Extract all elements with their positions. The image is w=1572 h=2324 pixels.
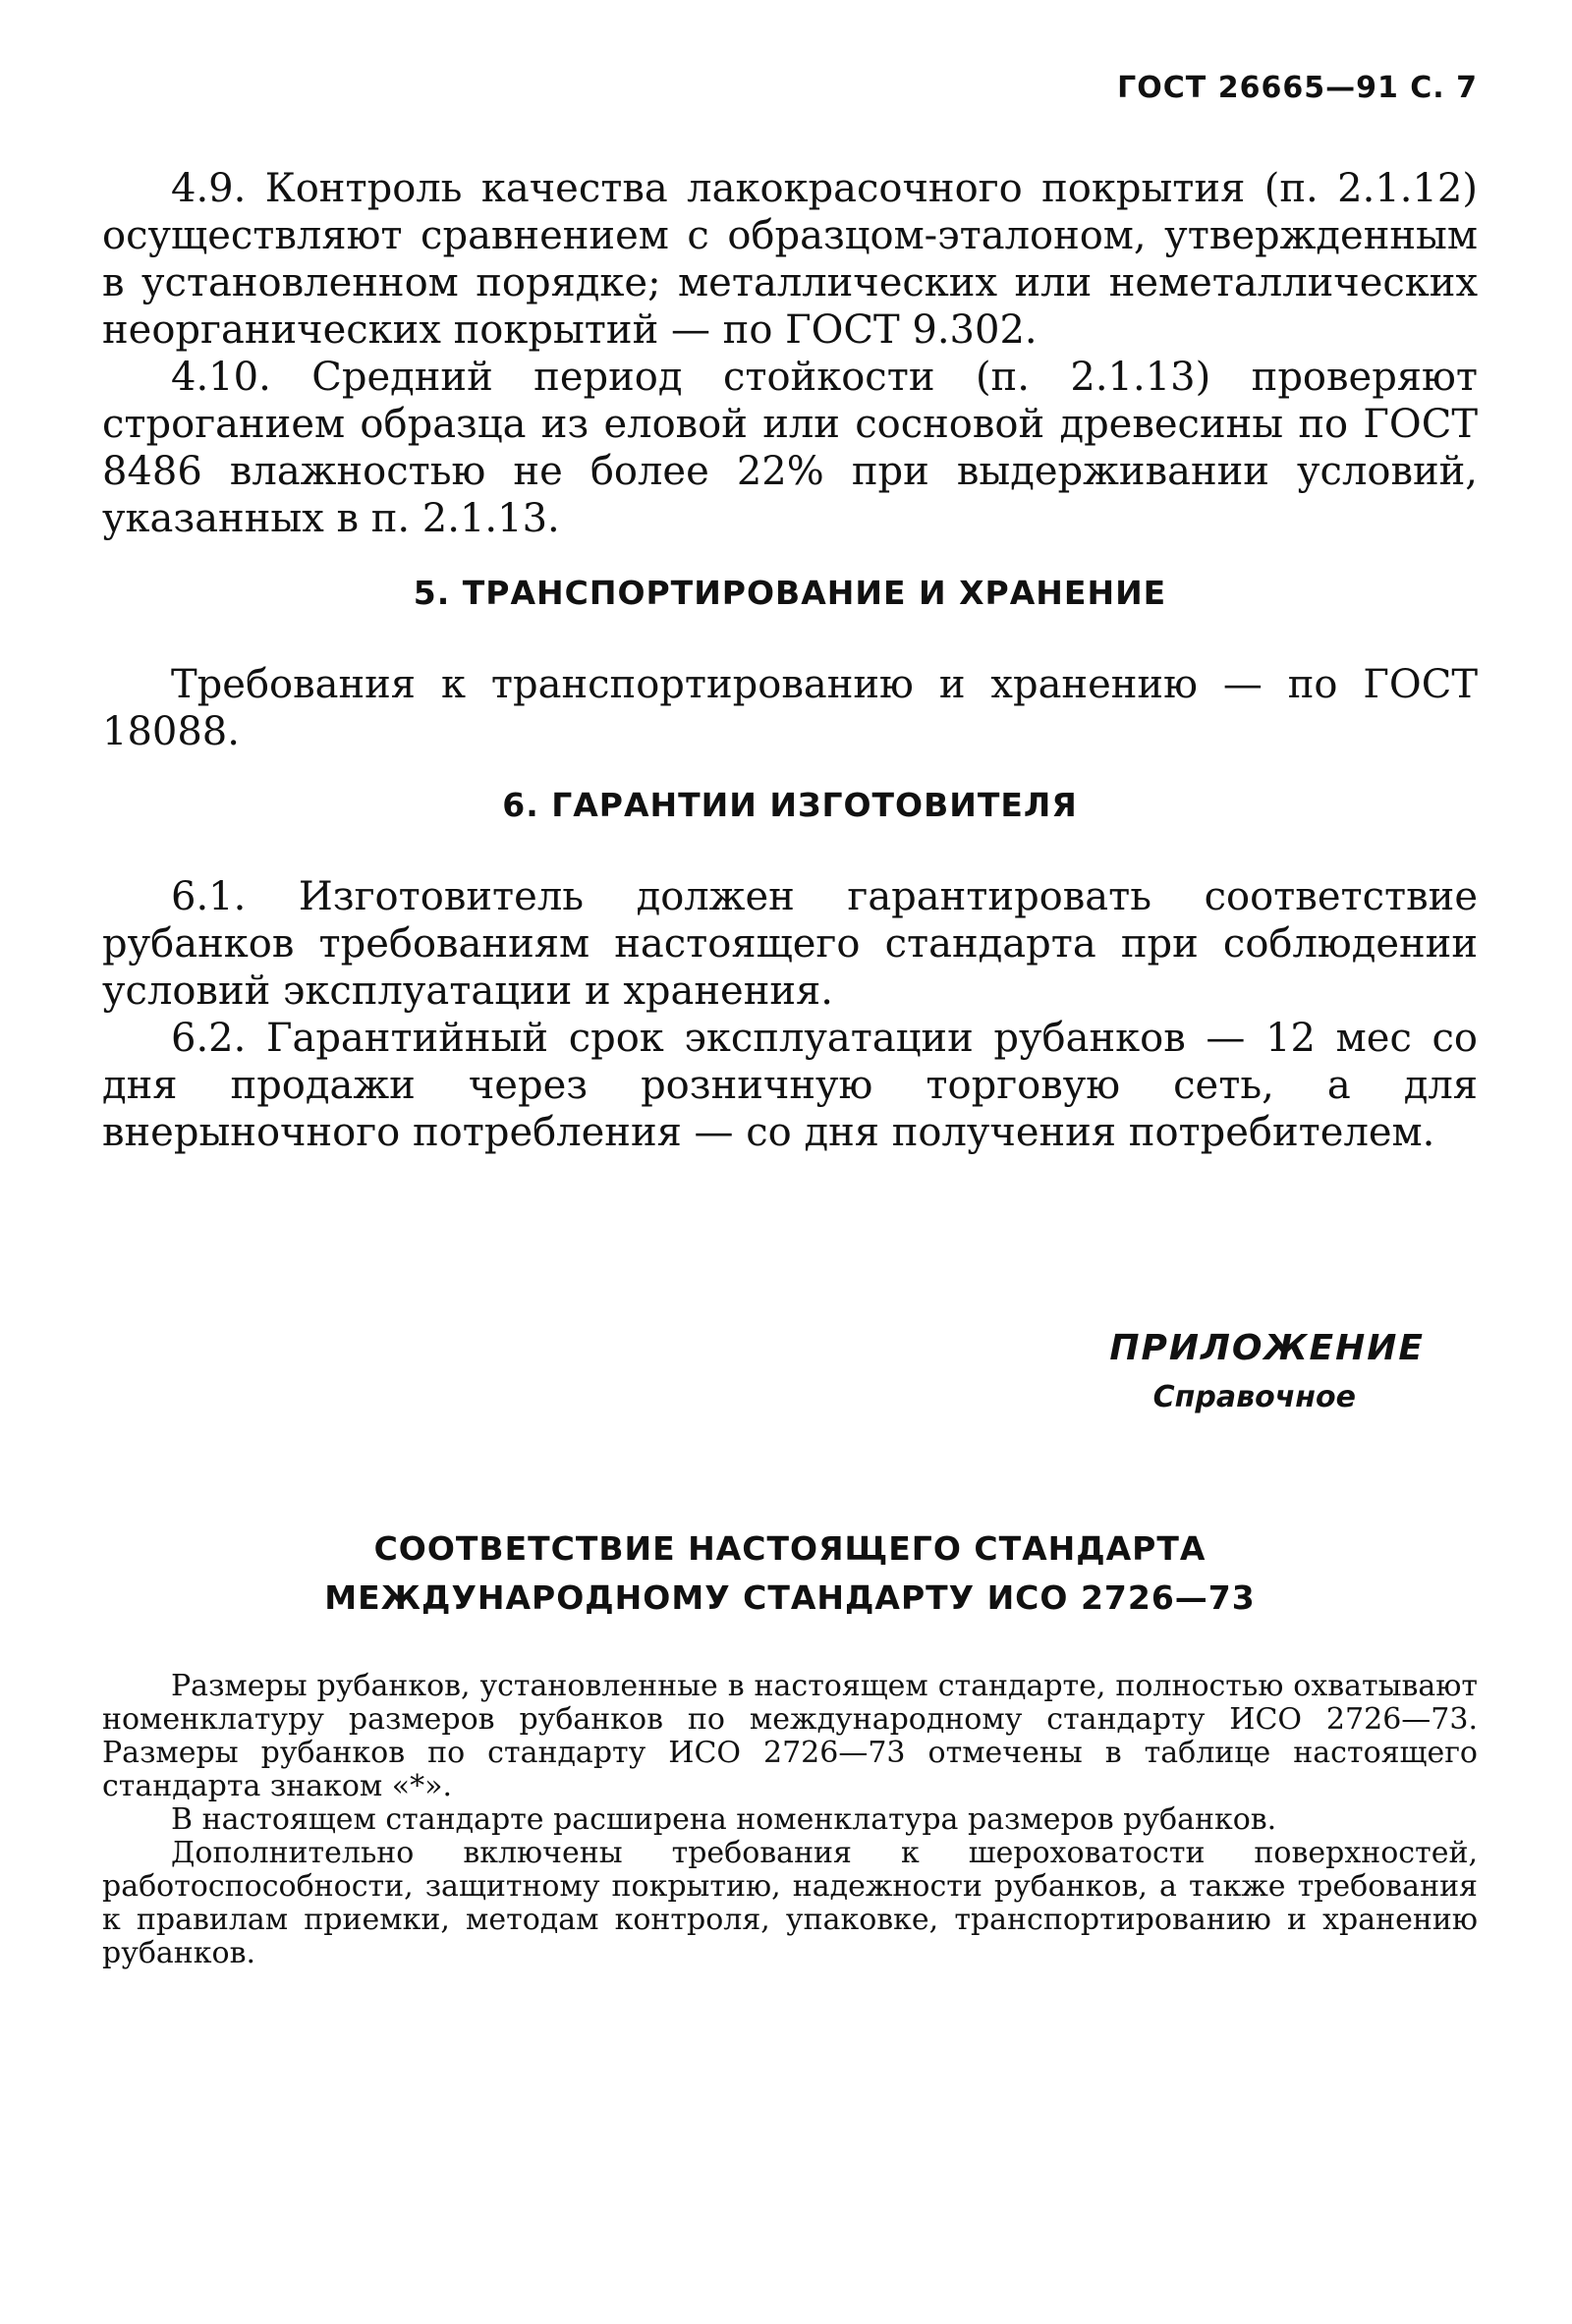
section-5-title: 5. ТРАНСПОРТИРОВАНИЕ И ХРАНЕНИЕ <box>413 574 1167 612</box>
paragraph-6-1: 6.1. Изготовитель должен гарантировать соответствие рубанков требованиям настоящего стандарта при соблюдении условий эксплуатации и хранения. <box>102 874 1478 1014</box>
appendix-label: ПРИЛОЖЕНИЕ <box>1109 1328 1425 1368</box>
section-4-continuation <box>102 165 1478 542</box>
appendix-sublabel: Справочное <box>1152 1380 1356 1414</box>
section-5-text: Требования к транспортированию и хранению — по ГОСТ 18088. <box>102 662 1478 754</box>
appendix-paragraph-2: В настоящем стандарте расширена номенклатура размеров рубанков. <box>171 1802 1277 1837</box>
appendix-title-line-2: МЕЖДУНАРОДНОМУ СТАНДАРТУ ИСО 2726—73 <box>324 1578 1256 1617</box>
appendix-paragraph-1: Размеры рубанков, установленные в настоящем стандарте, полностью охватывают номенклатуру размеров рубанков по международному стандарту ИСО 2726—73. Размеры рубанков по стандарту ИСО 2726—73 отмечены в таблице настоящего стандарта знаком «*». <box>102 1669 1478 1803</box>
paragraph-6-2: 6.2. Гарантийный срок эксплуатации рубанков — 12 мес со дня продажи через розничную торговую сеть, а для внерыночного потребления — со дня получения потребителем. <box>102 1016 1478 1155</box>
appendix-paragraph-3: Дополнительно включены требования к шероховатости поверхностей, работоспособности, защитному покрытию, надежности рубанков, а также требования к правилам приемки, методам контроля, упаковке, транспортированию и хранению рубанков. <box>102 1836 1478 1970</box>
paragraph-4-10: 4.10. Средний период стойкости (п. 2.1.13) проверяют строганием образца из еловой или сосновой древесины по ГОСТ 8486 влажностью не более 22% при выдерживании условий, указанных в п. 2.1.13. <box>102 355 1478 541</box>
appendix-title-block <box>102 1524 1478 1623</box>
appendix-label-block <box>1109 1328 1425 1414</box>
appendix-title-line-1: СООТВЕТСТВИЕ НАСТОЯЩЕГО СТАНДАРТА <box>373 1529 1207 1568</box>
paragraph-4-9: 4.9. Контроль качества лакокрасочного покрытия (п. 2.1.12) осуществляют сравнением с образцом-эталоном, утвержденным в установленном порядке; металлических или неметаллических неорганических покрытий — по ГОСТ 9.302. <box>102 166 1478 353</box>
section-6 <box>102 786 1478 1156</box>
running-header: ГОСТ 26665—91 С. 7 <box>1117 71 1478 105</box>
section-6-title: 6. ГАРАНТИИ ИЗГОТОВИТЕЛЯ <box>502 786 1078 824</box>
appendix-body <box>102 1670 1478 1970</box>
section-5 <box>102 574 1478 755</box>
